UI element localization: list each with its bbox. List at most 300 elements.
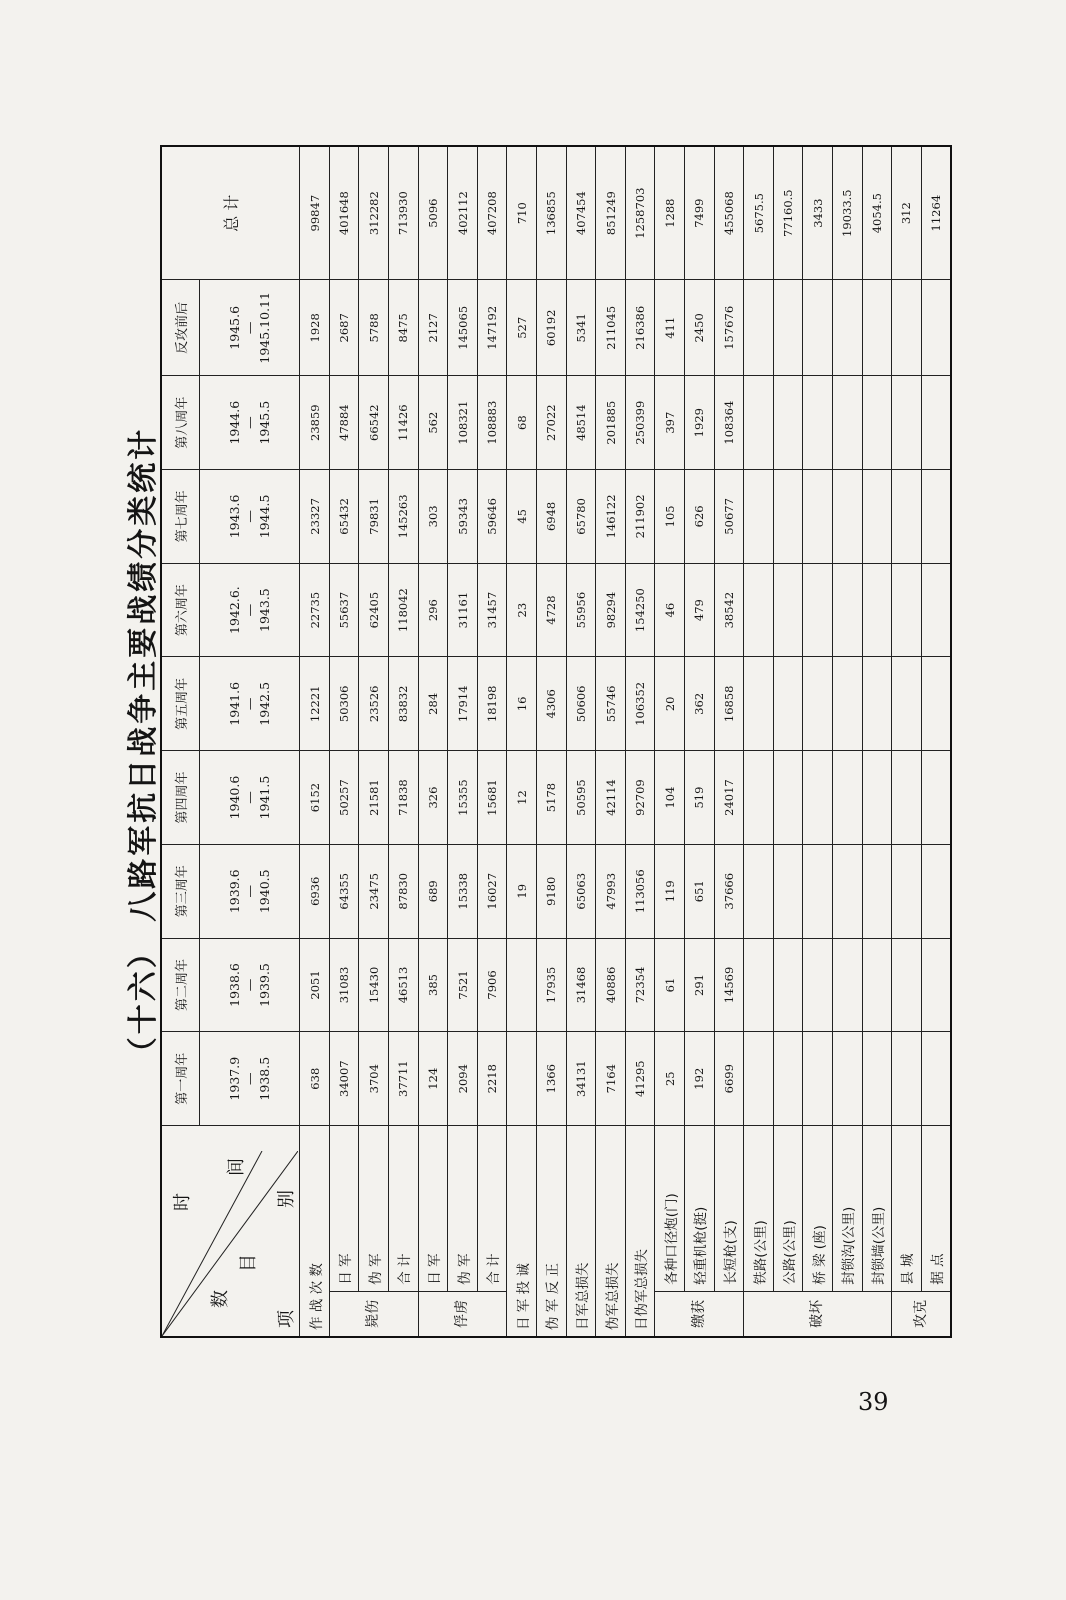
total-cell: 312 xyxy=(892,146,922,280)
row-label: 据 点 xyxy=(921,1126,951,1292)
value-cell: 2094 xyxy=(448,1032,478,1126)
value-cell: 55746 xyxy=(596,657,626,751)
row-label: 公路(公里) xyxy=(773,1126,803,1292)
period-cell xyxy=(200,657,300,751)
period-line: 1940.5 xyxy=(257,869,273,914)
value-cell: 326 xyxy=(418,751,448,845)
value-cell: 250399 xyxy=(625,376,655,470)
category-cell: 攻克 xyxy=(892,1291,951,1337)
value-cell: 362 xyxy=(685,657,715,751)
value-cell: 46 xyxy=(655,563,685,657)
value-cell xyxy=(803,1032,833,1126)
value-cell: 154250 xyxy=(625,563,655,657)
period-cell xyxy=(200,751,300,845)
value-cell: 157676 xyxy=(714,280,744,376)
value-cell: 4728 xyxy=(537,563,567,657)
period-line: 1941.6 xyxy=(227,681,243,726)
value-cell: 5178 xyxy=(537,751,567,845)
value-cell xyxy=(832,376,862,470)
value-cell: 108883 xyxy=(477,376,507,470)
period-line: — xyxy=(242,416,258,429)
value-cell: 45 xyxy=(507,470,537,564)
value-cell: 15430 xyxy=(359,938,389,1032)
value-cell: 1366 xyxy=(537,1032,567,1126)
period-line: 1943.6 xyxy=(227,494,243,539)
period-line: 1939.5 xyxy=(257,963,273,1007)
period-line: 1943.5 xyxy=(257,588,273,632)
value-cell: 65780 xyxy=(566,470,596,564)
table-row xyxy=(448,146,478,1337)
row-label: 长短枪(支) xyxy=(714,1126,744,1292)
value-cell: 23475 xyxy=(359,844,389,938)
value-cell: 7906 xyxy=(477,938,507,1032)
value-cell: 18198 xyxy=(477,657,507,751)
period-cell xyxy=(200,844,300,938)
value-cell: 71838 xyxy=(389,751,419,845)
value-cell xyxy=(773,657,803,751)
value-cell: 119 xyxy=(655,844,685,938)
value-cell: 2450 xyxy=(685,280,715,376)
value-cell xyxy=(892,751,922,845)
value-cell xyxy=(507,938,537,1032)
total-cell: 710 xyxy=(507,146,537,280)
value-cell: 124 xyxy=(418,1032,448,1126)
table-row xyxy=(892,146,922,1337)
year-header: 第八周年 xyxy=(161,376,200,470)
value-cell: 15338 xyxy=(448,844,478,938)
value-cell: 5341 xyxy=(566,280,596,376)
value-cell: 6936 xyxy=(300,844,330,938)
value-cell xyxy=(507,1032,537,1126)
corner-label-mu: 目 xyxy=(238,1254,259,1272)
value-cell: 31468 xyxy=(566,938,596,1032)
value-cell: 7521 xyxy=(448,938,478,1032)
value-cell: 6152 xyxy=(300,751,330,845)
period-line: 1945.5 xyxy=(257,400,273,445)
value-cell: 59646 xyxy=(477,470,507,564)
table-row xyxy=(507,146,537,1337)
table-row xyxy=(921,146,951,1337)
period-line: 1938.6 xyxy=(227,963,243,1007)
value-cell: 50606 xyxy=(566,657,596,751)
value-cell: 16 xyxy=(507,657,537,751)
value-cell xyxy=(744,563,774,657)
value-cell: 48514 xyxy=(566,376,596,470)
value-cell xyxy=(862,751,892,845)
value-cell: 11426 xyxy=(389,376,419,470)
value-cell xyxy=(832,844,862,938)
period-line: 1937.9 xyxy=(227,1056,243,1101)
row-label: 合 计 xyxy=(389,1126,419,1292)
value-cell: 6699 xyxy=(714,1032,744,1126)
value-cell xyxy=(803,563,833,657)
table-row xyxy=(803,146,833,1337)
value-cell xyxy=(773,1032,803,1126)
total-cell: 7499 xyxy=(685,146,715,280)
period-line: — xyxy=(242,791,258,804)
total-cell: 5675.5 xyxy=(744,146,774,280)
value-cell: 2127 xyxy=(418,280,448,376)
value-cell xyxy=(803,751,833,845)
category-cell: 毙伤 xyxy=(329,1291,418,1337)
value-cell: 47993 xyxy=(596,844,626,938)
value-cell: 6948 xyxy=(537,470,567,564)
value-cell xyxy=(862,376,892,470)
row-label: 封锁墙(公里) xyxy=(862,1126,892,1292)
year-header: 反攻前后 xyxy=(161,280,200,376)
table-row xyxy=(655,146,685,1337)
table-row xyxy=(832,146,862,1337)
period-line: 1938.5 xyxy=(257,1056,273,1101)
value-cell: 689 xyxy=(418,844,448,938)
value-cell: 22735 xyxy=(300,563,330,657)
value-cell: 21581 xyxy=(359,751,389,845)
total-cell: 407454 xyxy=(566,146,596,280)
value-cell: 385 xyxy=(418,938,448,1032)
row-label: 日 军 xyxy=(418,1126,448,1292)
value-cell xyxy=(862,470,892,564)
value-cell: 651 xyxy=(685,844,715,938)
value-cell: 34007 xyxy=(329,1032,359,1126)
value-cell: 72354 xyxy=(625,938,655,1032)
row-label: 日军总损失 xyxy=(566,1126,596,1337)
corner-label-xiang: 项 xyxy=(276,1310,297,1328)
period-line: 1942.5 xyxy=(257,681,273,726)
value-cell: 17914 xyxy=(448,657,478,751)
value-cell xyxy=(832,657,862,751)
value-cell: 211902 xyxy=(625,470,655,564)
total-cell: 99847 xyxy=(300,146,330,280)
value-cell: 3704 xyxy=(359,1032,389,1126)
value-cell: 66542 xyxy=(359,376,389,470)
category-cell: 缴获 xyxy=(655,1291,744,1337)
value-cell xyxy=(744,938,774,1032)
value-cell xyxy=(892,1032,922,1126)
total-cell: 851249 xyxy=(596,146,626,280)
category-cell: 俘虏 xyxy=(418,1291,507,1337)
value-cell xyxy=(921,563,951,657)
value-cell: 16858 xyxy=(714,657,744,751)
value-cell: 303 xyxy=(418,470,448,564)
value-cell: 37711 xyxy=(389,1032,419,1126)
value-cell: 562 xyxy=(418,376,448,470)
value-cell xyxy=(862,938,892,1032)
value-cell xyxy=(744,1032,774,1126)
value-cell: 42114 xyxy=(596,751,626,845)
corner-diagonals xyxy=(162,1151,298,1336)
period-line: 1941.5 xyxy=(257,775,273,820)
value-cell xyxy=(773,280,803,376)
corner-label-shu: 数 xyxy=(210,1290,231,1308)
value-cell xyxy=(803,470,833,564)
value-cell: 92709 xyxy=(625,751,655,845)
value-cell: 5788 xyxy=(359,280,389,376)
row-label: 各种口径炮(门) xyxy=(655,1126,685,1292)
period-line: — xyxy=(242,978,258,992)
corner-label-bie: 别 xyxy=(276,1190,297,1208)
total-cell: 136855 xyxy=(537,146,567,280)
value-cell: 638 xyxy=(300,1032,330,1126)
year-header: 第二周年 xyxy=(161,938,200,1032)
year-header: 第六周年 xyxy=(161,563,200,657)
value-cell: 12221 xyxy=(300,657,330,751)
value-cell: 1928 xyxy=(300,280,330,376)
value-cell: 2687 xyxy=(329,280,359,376)
statistics-table xyxy=(160,145,952,1338)
period-cell xyxy=(200,280,300,376)
value-cell: 23859 xyxy=(300,376,330,470)
period-line: — xyxy=(242,885,258,898)
value-cell: 25 xyxy=(655,1032,685,1126)
value-cell: 626 xyxy=(685,470,715,564)
total-cell: 407208 xyxy=(477,146,507,280)
value-cell: 147192 xyxy=(477,280,507,376)
period-line: — xyxy=(242,1072,258,1085)
value-cell xyxy=(921,938,951,1032)
value-cell xyxy=(862,844,892,938)
value-cell: 397 xyxy=(655,376,685,470)
value-cell xyxy=(892,280,922,376)
value-cell xyxy=(862,280,892,376)
period-cell xyxy=(200,470,300,564)
value-cell xyxy=(921,844,951,938)
table-row xyxy=(625,146,655,1337)
table-row xyxy=(566,146,596,1337)
value-cell: 31161 xyxy=(448,563,478,657)
row-label: 伪军总损失 xyxy=(596,1126,626,1337)
row-label: 作 战 次 数 xyxy=(300,1126,330,1337)
value-cell: 145263 xyxy=(389,470,419,564)
value-cell: 2218 xyxy=(477,1032,507,1126)
value-cell: 108364 xyxy=(714,376,744,470)
total-cell: 713930 xyxy=(389,146,419,280)
value-cell xyxy=(832,751,862,845)
value-cell: 9180 xyxy=(537,844,567,938)
value-cell: 118042 xyxy=(389,563,419,657)
row-label: 日伪军总损失 xyxy=(625,1126,655,1337)
value-cell xyxy=(892,376,922,470)
value-cell xyxy=(832,470,862,564)
value-cell: 24017 xyxy=(714,751,744,845)
value-cell: 46513 xyxy=(389,938,419,1032)
value-cell xyxy=(744,280,774,376)
table-row xyxy=(773,146,803,1337)
row-label: 县 城 xyxy=(892,1126,922,1292)
row-label: 伪 军 xyxy=(448,1126,478,1292)
table-row xyxy=(359,146,389,1337)
value-cell: 83832 xyxy=(389,657,419,751)
value-cell: 8475 xyxy=(389,280,419,376)
value-cell: 20 xyxy=(655,657,685,751)
value-cell xyxy=(892,938,922,1032)
value-cell: 479 xyxy=(685,563,715,657)
table-row xyxy=(300,146,330,1337)
value-cell xyxy=(773,938,803,1032)
value-cell xyxy=(921,470,951,564)
total-cell: 77160.5 xyxy=(773,146,803,280)
period-line: — xyxy=(242,321,258,335)
period-line: 1945.10.11 xyxy=(257,292,273,364)
value-cell: 105 xyxy=(655,470,685,564)
table-row xyxy=(685,146,715,1337)
corner-label-time2: 间 xyxy=(226,1158,247,1176)
value-cell: 87830 xyxy=(389,844,419,938)
value-cell xyxy=(862,657,892,751)
value-cell xyxy=(921,657,951,751)
value-cell: 15355 xyxy=(448,751,478,845)
year-header: 第三周年 xyxy=(161,844,200,938)
value-cell: 31083 xyxy=(329,938,359,1032)
table-row xyxy=(329,146,359,1337)
value-cell: 1929 xyxy=(685,376,715,470)
value-cell: 527 xyxy=(507,280,537,376)
total-cell: 4054.5 xyxy=(862,146,892,280)
value-cell xyxy=(744,657,774,751)
value-cell: 106352 xyxy=(625,657,655,751)
value-cell xyxy=(744,751,774,845)
value-cell xyxy=(892,844,922,938)
value-cell: 31457 xyxy=(477,563,507,657)
value-cell: 146122 xyxy=(596,470,626,564)
year-header: 第七周年 xyxy=(161,470,200,564)
value-cell xyxy=(921,376,951,470)
value-cell: 113056 xyxy=(625,844,655,938)
value-cell: 59343 xyxy=(448,470,478,564)
value-cell: 98294 xyxy=(596,563,626,657)
period-line: — xyxy=(242,510,258,523)
value-cell: 201885 xyxy=(596,376,626,470)
period-line: 1945.6 xyxy=(227,305,243,350)
value-cell: 61 xyxy=(655,938,685,1032)
row-label: 合 计 xyxy=(477,1126,507,1292)
total-cell: 19033.5 xyxy=(832,146,862,280)
value-cell: 47884 xyxy=(329,376,359,470)
table-row xyxy=(596,146,626,1337)
value-cell: 4306 xyxy=(537,657,567,751)
period-line: — xyxy=(242,603,258,617)
value-cell: 211045 xyxy=(596,280,626,376)
value-cell xyxy=(744,470,774,564)
row-label: 伪 军 反 正 xyxy=(537,1126,567,1337)
value-cell xyxy=(832,1032,862,1126)
value-cell: 17935 xyxy=(537,938,567,1032)
value-cell xyxy=(773,844,803,938)
period-line: 1942.6. xyxy=(227,586,243,634)
page-number: 39 xyxy=(858,1388,889,1416)
value-cell: 41295 xyxy=(625,1032,655,1126)
period-line: 1944.6 xyxy=(227,400,243,445)
value-cell: 50595 xyxy=(566,751,596,845)
year-header: 第一周年 xyxy=(161,1032,200,1126)
value-cell: 216386 xyxy=(625,280,655,376)
value-cell: 37666 xyxy=(714,844,744,938)
row-label: 轻重机枪(挺) xyxy=(685,1126,715,1292)
period-cell xyxy=(200,938,300,1032)
value-cell xyxy=(803,657,833,751)
total-cell: 1288 xyxy=(655,146,685,280)
value-cell xyxy=(773,376,803,470)
total-cell: 401648 xyxy=(329,146,359,280)
value-cell: 23 xyxy=(507,563,537,657)
value-cell xyxy=(832,563,862,657)
value-cell: 291 xyxy=(685,938,715,1032)
total-cell: 455068 xyxy=(714,146,744,280)
value-cell: 64355 xyxy=(329,844,359,938)
row-label: 铁路(公里) xyxy=(744,1126,774,1292)
value-cell: 104 xyxy=(655,751,685,845)
value-cell: 27022 xyxy=(537,376,567,470)
row-label: 日 军 投 诚 xyxy=(507,1126,537,1337)
total-cell: 3433 xyxy=(803,146,833,280)
table-row xyxy=(744,146,774,1337)
total-cell: 1258703 xyxy=(625,146,655,280)
value-cell xyxy=(892,657,922,751)
value-cell: 7164 xyxy=(596,1032,626,1126)
value-cell xyxy=(832,938,862,1032)
corner-header-cell xyxy=(161,1126,300,1337)
period-line: — xyxy=(242,697,258,711)
value-cell xyxy=(921,751,951,845)
value-cell xyxy=(862,563,892,657)
value-cell: 12 xyxy=(507,751,537,845)
value-cell: 40886 xyxy=(596,938,626,1032)
value-cell: 411 xyxy=(655,280,685,376)
value-cell xyxy=(803,938,833,1032)
period-cell xyxy=(200,1032,300,1126)
value-cell: 68 xyxy=(507,376,537,470)
period-line: 1939.6 xyxy=(227,869,243,914)
value-cell xyxy=(744,844,774,938)
value-cell: 38542 xyxy=(714,563,744,657)
value-cell xyxy=(773,751,803,845)
value-cell: 145065 xyxy=(448,280,478,376)
value-cell xyxy=(803,844,833,938)
total-cell: 402112 xyxy=(448,146,478,280)
value-cell xyxy=(892,470,922,564)
value-cell: 62405 xyxy=(359,563,389,657)
year-header: 第四周年 xyxy=(161,751,200,845)
table-row xyxy=(389,146,419,1337)
value-cell: 60192 xyxy=(537,280,567,376)
value-cell: 23526 xyxy=(359,657,389,751)
value-cell: 23327 xyxy=(300,470,330,564)
value-cell: 16027 xyxy=(477,844,507,938)
value-cell: 34131 xyxy=(566,1032,596,1126)
table-row xyxy=(418,146,448,1337)
total-cell: 5096 xyxy=(418,146,448,280)
table-row xyxy=(714,146,744,1337)
value-cell: 519 xyxy=(685,751,715,845)
value-cell xyxy=(803,280,833,376)
value-cell: 296 xyxy=(418,563,448,657)
value-cell: 50677 xyxy=(714,470,744,564)
period-line: 1940.6 xyxy=(227,775,243,820)
table-row xyxy=(537,146,567,1337)
value-cell xyxy=(921,1032,951,1126)
period-line: 1944.5 xyxy=(257,494,273,539)
value-cell xyxy=(862,1032,892,1126)
value-cell: 192 xyxy=(685,1032,715,1126)
corner-label-time: 时 xyxy=(172,1193,193,1211)
value-cell xyxy=(773,470,803,564)
total-cell: 11264 xyxy=(921,146,951,280)
value-cell: 19 xyxy=(507,844,537,938)
table-row xyxy=(477,146,507,1337)
value-cell: 65063 xyxy=(566,844,596,938)
value-cell: 50306 xyxy=(329,657,359,751)
value-cell: 65432 xyxy=(329,470,359,564)
header-row-years xyxy=(161,146,200,1337)
